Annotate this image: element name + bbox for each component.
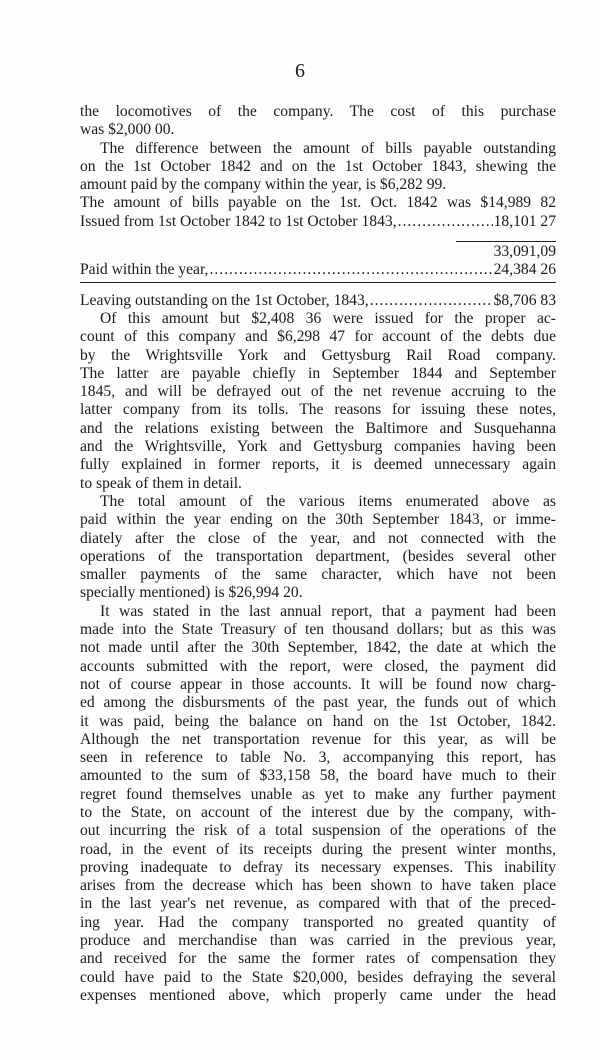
body-text [80,103,556,1005]
leader-dots [209,261,492,279]
text-line: road, in the event of its receipts during the present winter months, [80,840,556,858]
leader-dots [370,292,493,310]
text-line: proving inadequate to defray its necessary expenses. This inability [80,858,556,876]
text-line: seen in reference to table No. 3, accompanying this report, has [80,749,556,767]
text-line: ed among the disbursments of the past year, the funds out of which [80,694,556,712]
text-line: on the 1st October 1842 and on the 1st October 1843, shewing the [80,157,556,175]
text-line: and received for the same the former rates of compensation they [80,950,556,968]
ledger-label: Issued from 1st October 1842 to 1st October 1843, [80,212,397,230]
text-line: not of course appear in those accounts. It will be found now charg- [80,675,556,693]
text-line: not made until after the 30th September, 1842, the date at which the [80,639,556,657]
text-line: 1845, and will be defrayed out of the net revenue accruing to the [80,383,556,401]
text-line: to the State, on account of the interest due by the company, with- [80,803,556,821]
text-line: smaller payments of the same character, which have not been [80,566,556,584]
ledger-row-issued [80,213,556,231]
text-line: and the Wrightsville, York and Gettysburg companies having been [80,438,556,456]
page-number: 6 [295,60,305,82]
ledger-amount: 18,101 27 [493,212,556,230]
text-line: It was stated in the last annual report, that a payment had been [100,602,556,620]
text-line: to speak of them in detail. [80,474,242,492]
sum-rule [456,241,556,242]
ledger-row-paid [80,261,556,279]
ledger-amount: $8,706 83 [493,291,556,309]
text-line: diately after the close of the year, and not connected with the [80,529,556,547]
text-line: made into the State Treasury of ten thousand dollars; but as this was [80,621,556,639]
text-line: The difference between the amount of bills payable outstanding [100,139,556,157]
text-line: fully explained in former reports, it is deemed unnecessary again [80,456,556,474]
text-line: could have paid to the State $20,000, besides defraying the several [80,968,556,986]
text-line: The amount of bills payable on the 1st. Oct. 1842 was $14,989 82 [80,194,556,212]
leader-dots [398,213,493,231]
ledger-label: Leaving outstanding on the 1st October, 1843, [80,291,369,309]
balance-rule [80,282,556,283]
text-line: latter company from its tolls. The reasons for issuing these notes, [80,401,556,419]
text-line: paid within the year ending on the 30th September 1843, or imme- [80,511,556,529]
text-line: Although the net transportation revenue for this year, as will be [80,730,556,748]
text-line: out incurring the risk of a total suspension of the operations of the [80,822,556,840]
text-line: by the Wrightsville York and Gettysburg Rail Road company. [80,346,556,364]
text-line: the locomotives of the company. The cost of this purchase [80,103,556,120]
ledger-row-total [80,243,556,261]
text-line: arises from the decrease which has been shown to have taken place [80,877,556,895]
text-line: count of this company and $6,298 47 for account of the debts due [80,328,556,346]
text-line: was $2,000 00. [80,121,175,139]
text-line: ing year. Had the company transported no greated quantity of [80,913,556,931]
text-line: The latter are payable chiefly in September 1844 and September [80,364,556,382]
ledger-row-outstanding [80,292,556,310]
text-line: and the relations existing between the Baltimore and Susquehanna [80,419,556,437]
ledger-amount: 24,384 26 [493,261,556,279]
text-line: in the last year's net revenue, as compared with that of the preced- [80,895,556,913]
text-line: it was paid, being the balance on hand on the 1st October, 1842. [80,712,556,730]
text-line: produce and merchandise than was carried in the previous year, [80,932,556,950]
text-line: amount paid by the company within the year, is $6,282 99. [80,176,447,194]
text-line: Of this amount but $2,408 36 were issued for the proper ac- [100,309,556,327]
text-line: specially mentioned) is $26,994 20. [80,584,303,602]
ledger-amount: 33,091,09 [493,243,556,261]
ledger-label: Paid within the year, [80,261,209,279]
text-line: operations of the transportation department, (besides several other [80,547,556,565]
text-line: regret found themselves unable as yet to make any further payment [80,785,556,803]
text-line: amounted to the sum of $33,158 58, the board have much to their [80,767,556,785]
text-line: expenses mentioned above, which properly came under the head [80,986,556,1004]
text-line: The total amount of the various items enumerated above as [100,492,556,510]
text-line: accounts submitted with the report, were closed, the payment did [80,657,556,675]
